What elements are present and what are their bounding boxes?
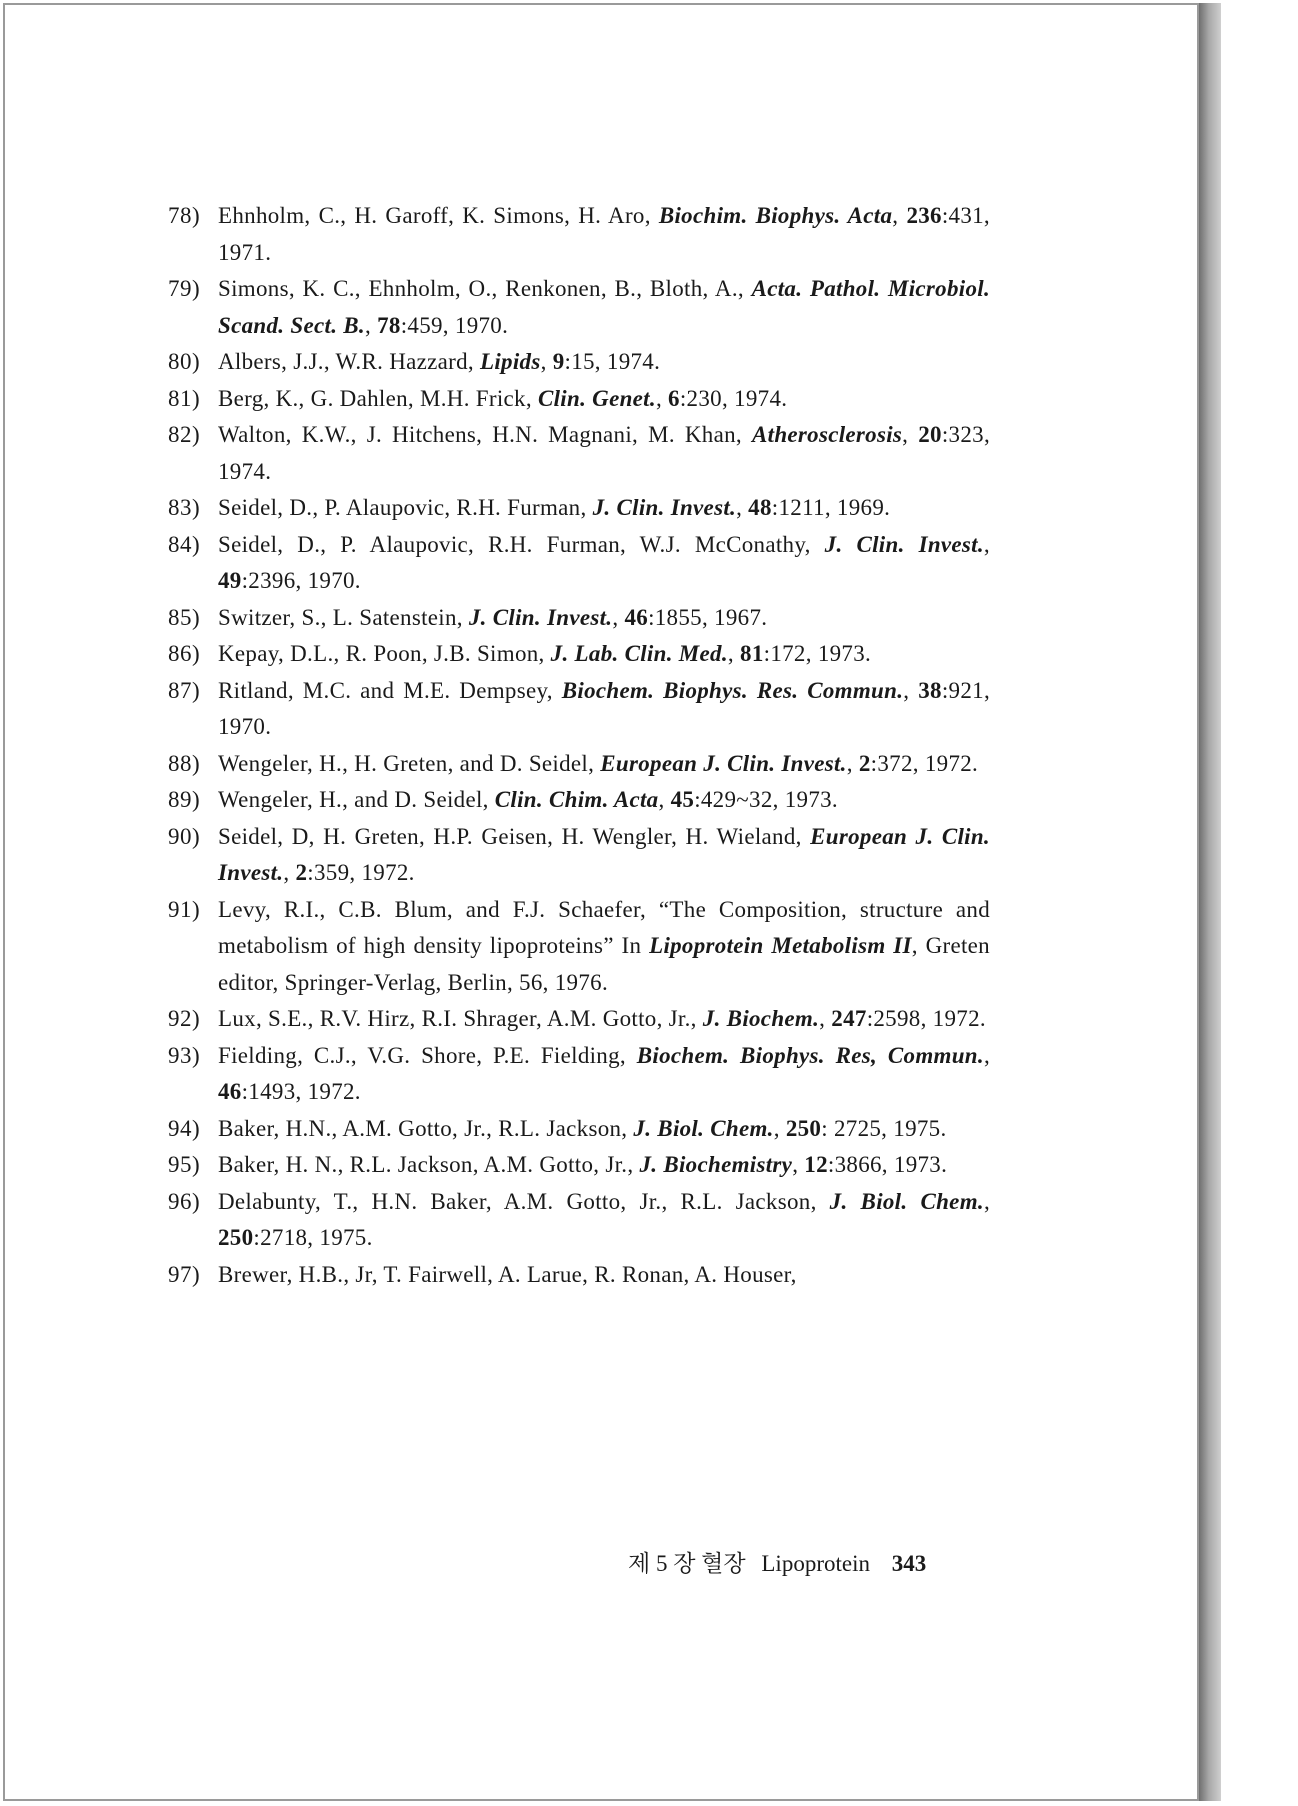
reference-number: 95): [168, 1152, 201, 1177]
volume-number: 78: [377, 312, 401, 338]
citation-text: :172, 1973.: [763, 641, 872, 666]
citation-text: :323, 1974.: [218, 422, 990, 484]
citation-text: :15, 1974.: [564, 349, 661, 374]
reference-item: [168, 381, 990, 418]
volume-number: 236: [906, 203, 942, 228]
reference-number: 89): [168, 787, 201, 812]
journal-name: Biochem. Biophys. Res, Commun.: [636, 1042, 984, 1068]
reference-item: [168, 344, 990, 381]
citation-text: ,: [773, 1115, 786, 1141]
reference-number: 81): [168, 385, 201, 411]
citation-text: :1211, 1969.: [771, 495, 891, 520]
volume-number: 46: [624, 604, 649, 630]
volume-number: 81: [740, 641, 764, 666]
citation-text: Walton, K.W., J. Hitchens, H.N. Magnani, M. Khan,: [218, 422, 752, 447]
journal-name: European J. Clin. Invest.: [600, 750, 847, 776]
citation-text: : 2725, 1975.: [821, 1115, 947, 1141]
reference-item: [168, 600, 990, 637]
citation-text: :1493, 1972.: [241, 1079, 361, 1104]
citation-text: :459, 1970.: [400, 312, 509, 338]
citation-text: ,: [655, 385, 669, 411]
volume-number: 45: [670, 787, 695, 812]
reference-number: 80): [168, 349, 201, 374]
citation-text: ,: [902, 422, 919, 447]
reference-item: [168, 782, 990, 819]
reference-number: 93): [168, 1042, 201, 1068]
reference-text: [218, 1257, 990, 1294]
citation-text: Ritland, M.C. and M.E. Dempsey,: [218, 677, 562, 703]
reference-text: [218, 527, 990, 600]
reference-number: 90): [168, 823, 201, 849]
citation-text: ,: [658, 787, 671, 812]
reference-text: [218, 1147, 990, 1184]
reference-text: [218, 271, 990, 344]
reference-item: [168, 819, 990, 892]
citation-text: Wengeler, H., H. Greten, and D. Seidel,: [218, 750, 601, 776]
reference-text: [218, 417, 990, 490]
citation-text: Kepay, D.L., R. Poon, J.B. Simon,: [218, 641, 551, 666]
reference-text: [218, 381, 990, 418]
citation-text: ,: [892, 203, 907, 228]
volume-number: 2: [295, 860, 308, 885]
citation-text: ,: [983, 1042, 990, 1068]
journal-name: Clin. Chim. Acta: [494, 787, 659, 812]
citation-text: Seidel, D., P. Alaupovic, R.H. Furman, W.J. McConathy,: [218, 531, 825, 557]
reference-text: [218, 1111, 990, 1148]
citation-text: Seidel, D., P. Alaupovic, R.H. Furman,: [218, 495, 593, 520]
volume-number: 250: [785, 1115, 822, 1141]
chapter-label: 제 5 장 혈장: [628, 1551, 746, 1576]
journal-name: J. Biol. Chem.: [829, 1188, 984, 1214]
journal-name: Acta. Pathol. Microbiol. Scand. Sect. B.: [218, 276, 991, 338]
volume-number: 247: [831, 1006, 867, 1031]
citation-text: Baker, H. N., R.L. Jackson, A.M. Gotto, Jr.,: [218, 1152, 640, 1177]
reference-item: [168, 636, 990, 673]
citation-text: ,: [540, 349, 553, 374]
citation-text: :359, 1972.: [307, 860, 415, 885]
citation-text: Albers, J.J., W.R. Hazzard,: [218, 349, 480, 374]
reference-item: [168, 198, 990, 271]
reference-number: 91): [168, 896, 201, 922]
reference-text: [218, 490, 990, 527]
reference-number: 96): [168, 1188, 201, 1214]
reference-item: [168, 892, 990, 1002]
reference-item: [168, 1038, 990, 1111]
citation-text: :3866, 1973.: [827, 1152, 948, 1177]
reference-number: 83): [168, 495, 201, 520]
citation-text: ,: [819, 1006, 832, 1031]
reference-item: [168, 271, 990, 344]
volume-number: 20: [918, 422, 942, 447]
reference-item: [168, 417, 990, 490]
volume-number: 49: [218, 568, 242, 593]
journal-name: Clin. Genet.: [537, 385, 656, 411]
reference-item: [168, 1147, 990, 1184]
reference-item: [168, 1111, 990, 1148]
reference-text: [218, 1001, 990, 1038]
reference-number: 94): [168, 1115, 201, 1141]
journal-name: J. Lab. Clin. Med.: [550, 641, 728, 666]
reference-text: [218, 344, 990, 381]
citation-text: Fielding, C.J., V.G. Shore, P.E. Fielding,: [218, 1042, 637, 1068]
reference-number: 79): [168, 276, 201, 301]
reference-number: 78): [168, 203, 201, 228]
citation-text: , Greten editor, Springer-Verlag, Berlin, 56, 1976.: [218, 933, 990, 995]
volume-number: 6: [668, 385, 680, 411]
journal-name: J. Biochemistry: [639, 1152, 793, 1177]
citation-text: Brewer, H.B., Jr, T. Fairwell, A. Larue, R. Ronan, A. Houser,: [218, 1261, 797, 1287]
citation-text: Baker, H.N., A.M. Gotto, Jr., R.L. Jackson,: [218, 1115, 634, 1141]
citation-text: ,: [792, 1152, 805, 1177]
page-footer: [628, 1549, 926, 1579]
citation-text: Ehnholm, C., H. Garoff, K. Simons, H. Aro,: [218, 203, 659, 228]
reference-number: 87): [168, 677, 201, 703]
citation-text: ,: [727, 641, 741, 666]
citation-text: :230, 1974.: [679, 385, 788, 411]
citation-text: Lux, S.E., R.V. Hirz, R.I. Shrager, A.M. Gotto, Jr.,: [218, 1006, 703, 1031]
reference-item: [168, 1001, 990, 1038]
citation-text: Switzer, S., L. Satenstein,: [218, 604, 469, 630]
citation-text: ,: [283, 860, 296, 885]
reference-item: [168, 527, 990, 600]
journal-name: Atherosclerosis: [751, 422, 903, 447]
citation-text: Berg, K., G. Dahlen, M.H. Frick,: [218, 385, 538, 411]
reference-text: [218, 600, 990, 637]
reference-item: [168, 1257, 990, 1294]
chapter-title: Lipoprotein: [761, 1551, 870, 1576]
volume-number: 46: [218, 1079, 242, 1104]
reference-text: [218, 1184, 990, 1257]
reference-item: [168, 746, 990, 783]
volume-number: 9: [552, 349, 565, 374]
citation-text: ,: [846, 750, 859, 776]
reference-number: 97): [168, 1261, 201, 1287]
reference-text: [218, 819, 990, 892]
journal-name: J. Clin. Invest.: [824, 531, 984, 557]
journal-name: J. Biochem.: [702, 1006, 820, 1031]
citation-text: ,: [736, 495, 749, 520]
journal-name: European J. Clin. Invest.: [218, 823, 990, 885]
reference-text: [218, 892, 990, 1002]
volume-number: 48: [748, 495, 772, 520]
journal-name: J. Biol. Chem.: [633, 1115, 774, 1141]
reference-text: [218, 636, 990, 673]
citation-text: ,: [364, 312, 378, 338]
reference-item: [168, 490, 990, 527]
reference-number: 92): [168, 1006, 201, 1031]
page-edge-shadow: [1199, 3, 1221, 1801]
citation-text: Simons, K. C., Ehnholm, O., Renkonen, B., Bloth, A.,: [218, 276, 752, 301]
citation-text: Levy, R.I., C.B. Blum, and F.J. Schaefer, “The Composition, structure and metabolism of high density lipoproteins” In: [218, 896, 990, 958]
citation-text: :2718, 1975.: [253, 1225, 373, 1250]
volume-number: 38: [918, 677, 942, 703]
reference-number: 88): [168, 750, 201, 776]
reference-text: [218, 782, 990, 819]
reference-text: [218, 746, 990, 783]
citation-text: ,: [983, 1188, 990, 1214]
journal-name: Lipoprotein Metabolism II: [649, 933, 912, 958]
citation-text: :2598, 1972.: [866, 1006, 986, 1031]
journal-name: Lipids: [480, 349, 541, 374]
reference-list: [168, 198, 990, 1293]
volume-number: 250: [218, 1225, 254, 1250]
journal-name: Biochem. Biophys. Res. Commun.: [561, 677, 904, 703]
reference-text: [218, 1038, 990, 1111]
reference-item: [168, 673, 990, 746]
journal-name: J. Clin. Invest.: [592, 495, 737, 520]
reference-number: 82): [168, 422, 201, 447]
reference-text: [218, 198, 990, 271]
citation-text: :431, 1971.: [218, 203, 990, 265]
reference-number: 84): [168, 531, 201, 557]
citation-text: :921, 1970.: [218, 677, 990, 739]
citation-text: ,: [612, 604, 625, 630]
reference-item: [168, 1184, 990, 1257]
journal-name: J. Clin. Invest.: [468, 604, 613, 630]
citation-text: ,: [903, 677, 919, 703]
volume-number: 2: [858, 750, 871, 776]
journal-name: Biochim. Biophys. Acta: [658, 203, 893, 228]
volume-number: 12: [804, 1152, 828, 1177]
citation-text: ,: [983, 531, 990, 557]
citation-text: Wengeler, H., and D. Seidel,: [218, 787, 495, 812]
citation-text: :429~32, 1973.: [694, 787, 838, 812]
citation-text: Seidel, D, H. Greten, H.P. Geisen, H. Wengler, H. Wieland,: [218, 823, 811, 849]
citation-text: :2396, 1970.: [241, 568, 361, 593]
citation-text: :1855, 1967.: [648, 604, 768, 630]
reference-text: [218, 673, 990, 746]
reference-number: 86): [168, 641, 201, 666]
page-number: 343: [891, 1551, 927, 1576]
reference-number: 85): [168, 604, 201, 630]
citation-text: :372, 1972.: [870, 750, 979, 776]
citation-text: Delabunty, T., H.N. Baker, A.M. Gotto, Jr., R.L. Jackson,: [218, 1188, 830, 1214]
